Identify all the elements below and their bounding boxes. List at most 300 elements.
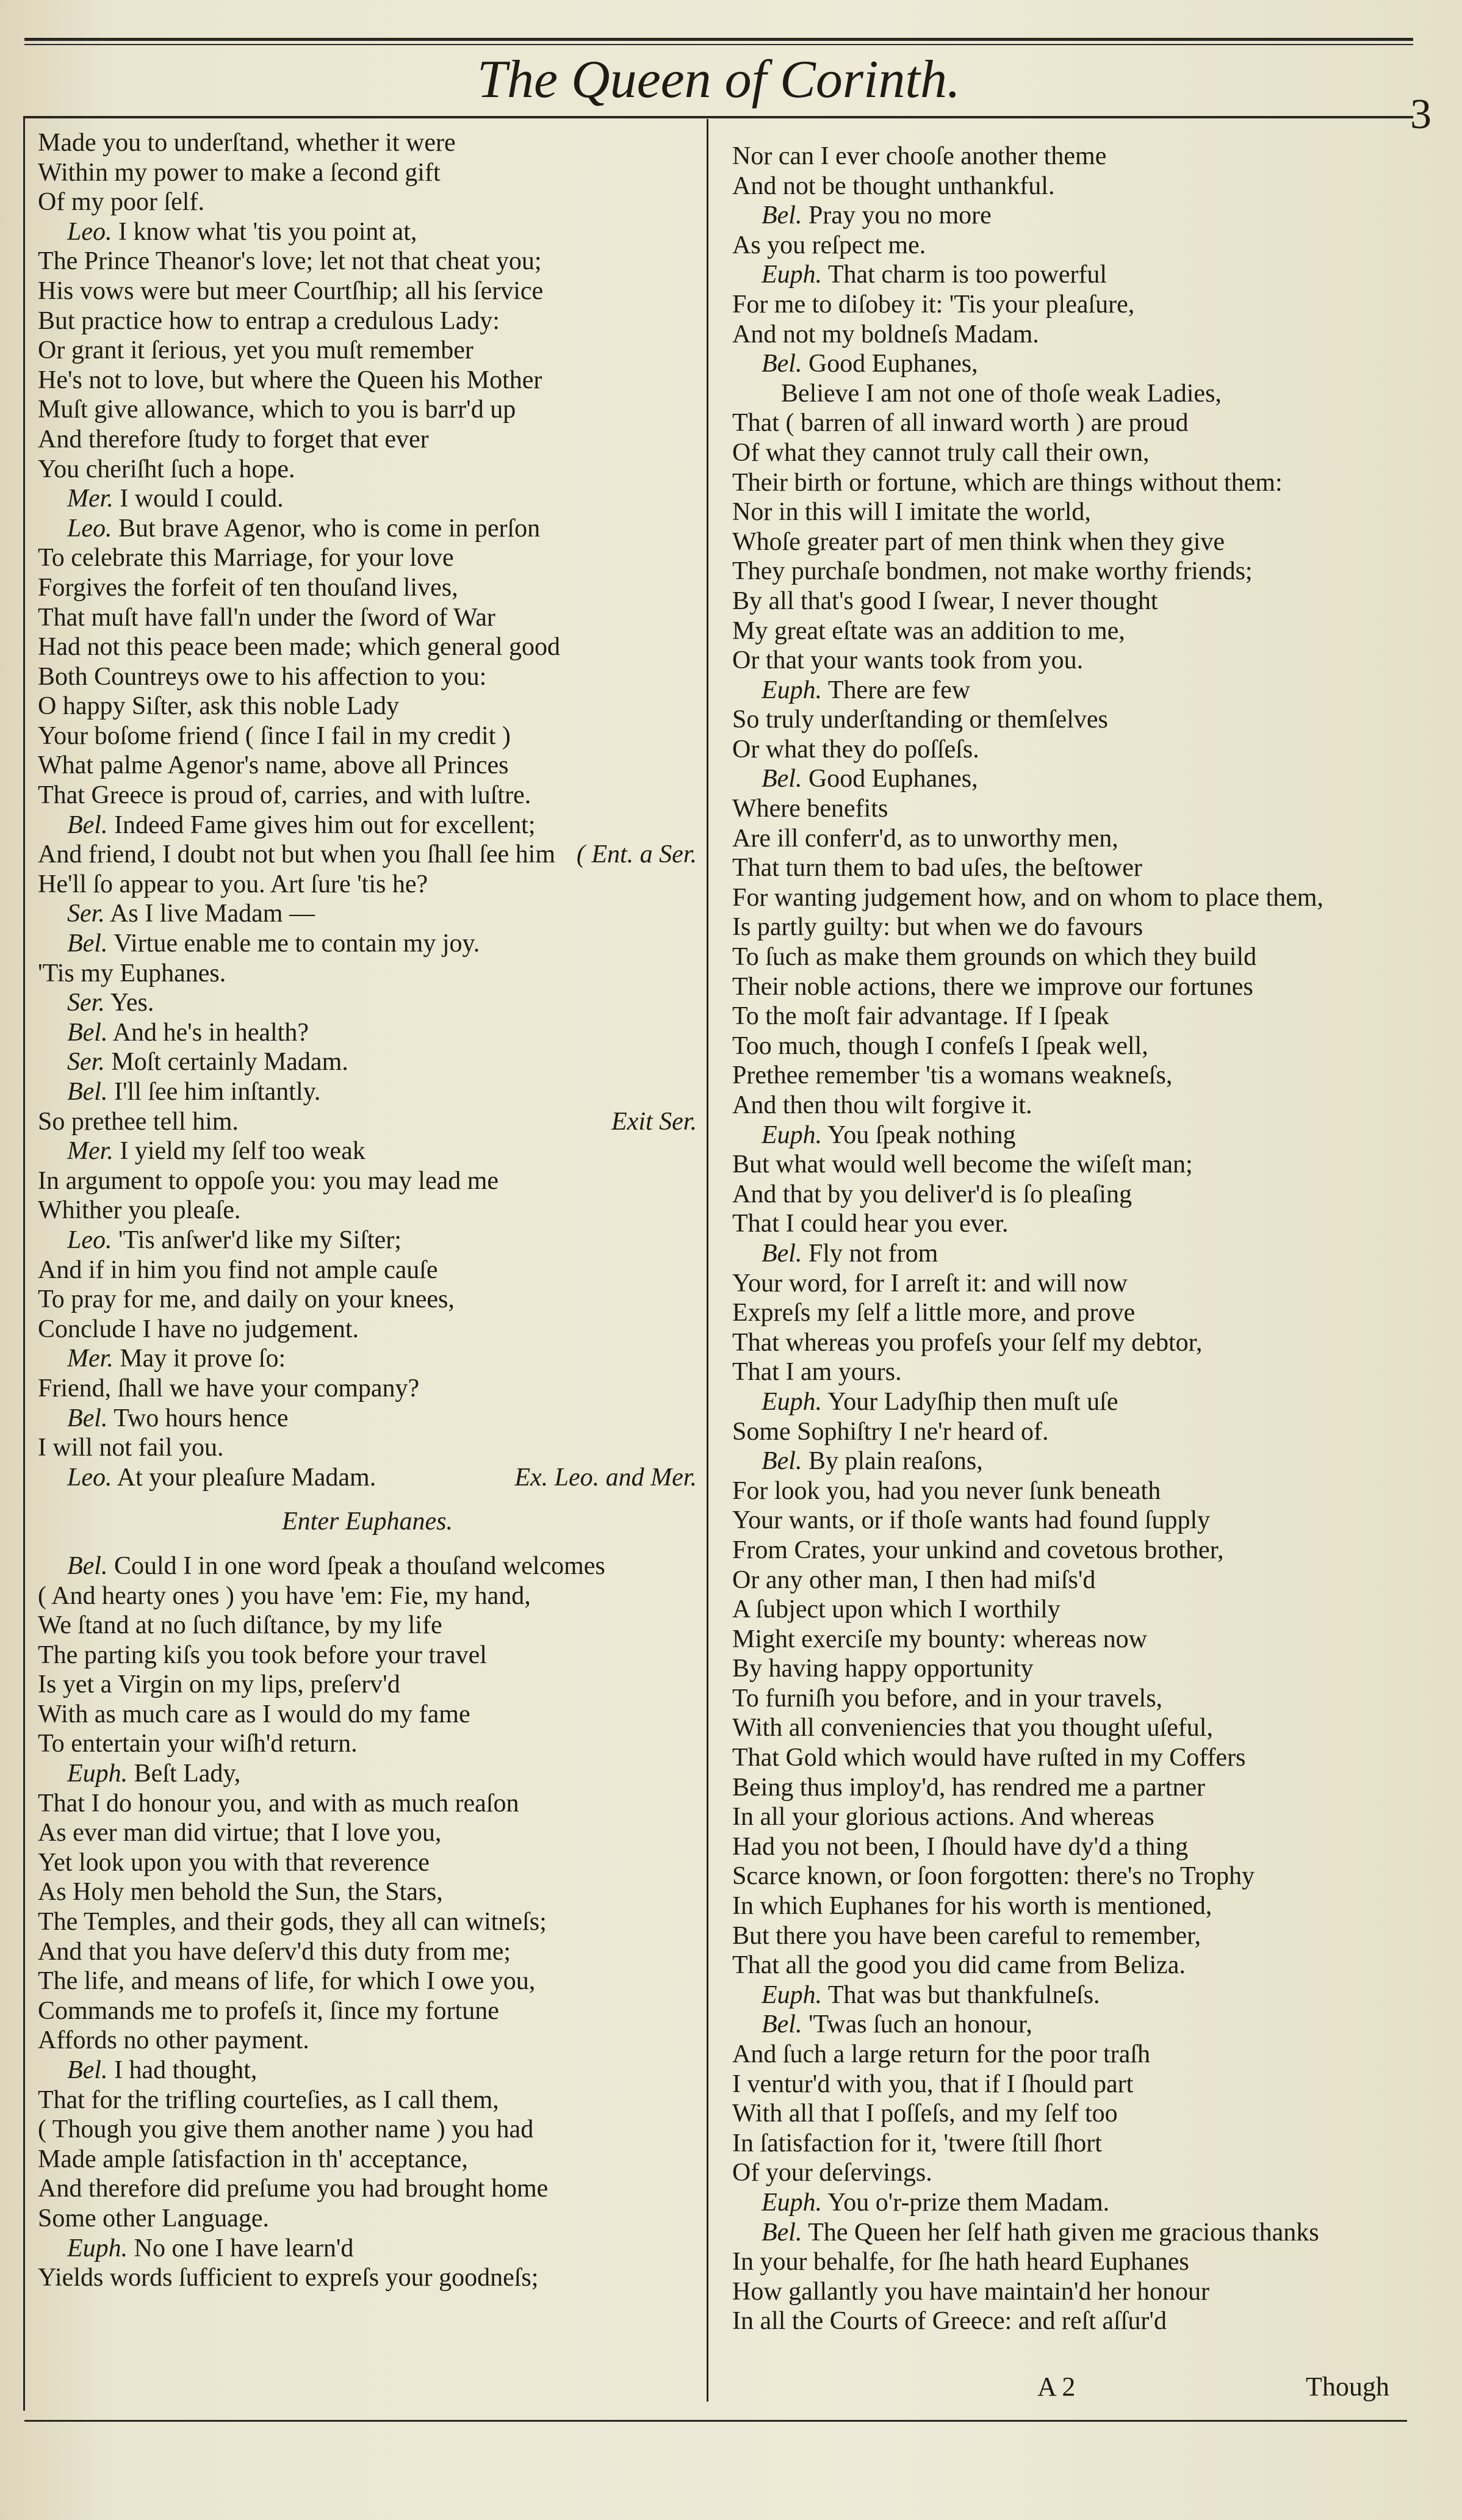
- verse-line: [38, 781, 697, 811]
- verse-line: [38, 187, 697, 217]
- speaker-name: Mer.: [67, 1137, 113, 1166]
- verse-line: [732, 1891, 1416, 1921]
- verse-line: [38, 1700, 697, 1730]
- verse-line: [38, 1433, 697, 1463]
- bottom-rule: [24, 2420, 1407, 2422]
- line-text: Your wants, or if thoſe wants had found ſupply: [732, 1506, 1211, 1535]
- line-text: And if in him you find not ample cauſe: [38, 1255, 438, 1284]
- column-divider: [707, 119, 708, 2402]
- line-text: Yet look upon you with that reverence: [38, 1848, 430, 1877]
- verse-line: [732, 142, 1416, 171]
- verse-line: [732, 972, 1416, 1002]
- line-text: That turn them to bad uſes, the beſtower: [732, 854, 1142, 883]
- line-text: By all that's good I ſwear, I never thought: [732, 587, 1158, 615]
- verse-line: [732, 379, 1416, 409]
- speaker-name: Mer.: [67, 485, 113, 513]
- verse-line: [38, 1937, 697, 1967]
- verse-line: [38, 1255, 697, 1285]
- speaker-name: Ser.: [67, 900, 105, 928]
- line-text: No one I have learn'd: [128, 2234, 354, 2262]
- verse-line: [732, 1595, 1416, 1625]
- left-text-column: [38, 128, 697, 2293]
- line-text: Yes.: [104, 989, 154, 1017]
- line-text: Nor in this will I imitate the world,: [732, 498, 1091, 527]
- line-text: There are few: [822, 676, 971, 704]
- line-text: Pray you no more: [802, 201, 992, 230]
- speaker-name: Bel.: [762, 201, 802, 230]
- line-text: What palme Agenor's name, above all Princes: [38, 751, 509, 780]
- line-text: With all conveniencies that you thought uſeful,: [732, 1714, 1213, 1742]
- line-text: That Greece is proud of, carries, and with luſtre.: [38, 781, 531, 810]
- line-text: Could I in one word ſpeak a thouſand welcomes: [107, 1551, 605, 1580]
- verse-line: [38, 2145, 697, 2175]
- verse-line: [38, 751, 697, 781]
- line-text: At your pleaſure Madam.: [112, 1463, 376, 1492]
- verse-line: [38, 1315, 697, 1345]
- verse-line: [38, 929, 697, 959]
- stage-direction: Exit Ser.: [611, 1107, 697, 1136]
- verse-line: [38, 217, 697, 247]
- speaker-name: Bel.: [67, 930, 108, 958]
- line-text: With all that I poſſeſs, and my ſelf too: [732, 2099, 1118, 2128]
- verse-line: [732, 1298, 1416, 1328]
- line-text: I know what 'tis you point at,: [112, 217, 417, 246]
- verse-line: [38, 1996, 697, 2026]
- verse-line: [732, 1446, 1416, 1476]
- verse-line: [732, 1031, 1416, 1061]
- verse-line: [732, 2040, 1416, 2070]
- stage-direction: Ex. Leo. and Mer.: [514, 1463, 697, 1492]
- speaker-name: Euph.: [67, 2234, 128, 2262]
- header-rule: [24, 116, 1413, 118]
- verse-line: [732, 1002, 1416, 1031]
- line-text: Is yet a Virgin on my lips, preſerv'd: [38, 1670, 400, 1699]
- verse-line: [732, 2099, 1416, 2129]
- line-text: Made you to underſtand, whether it were: [38, 129, 456, 157]
- verse-line: [732, 1802, 1416, 1832]
- verse-line: [732, 1654, 1416, 1684]
- verse-line: [38, 1641, 697, 1670]
- line-text: Good Euphanes,: [802, 350, 978, 378]
- verse-line: [732, 1951, 1416, 1980]
- verse-line: [38, 1818, 697, 1848]
- line-text: That Gold which would have ruſted in my Coffers: [732, 1744, 1246, 1772]
- line-text: His vows were but meer Courtſhip; all his ſervice: [38, 276, 544, 305]
- speaker-name: Bel.: [762, 765, 802, 793]
- verse-line: [38, 1581, 697, 1611]
- line-text: I had thought,: [107, 2056, 257, 2084]
- verse-line: [38, 1907, 697, 1937]
- verse-line: [38, 1047, 697, 1077]
- line-text: You cheriſht ſuch a hope.: [38, 455, 295, 483]
- verse-line: [38, 2234, 697, 2264]
- running-head: The Queen of Corinth.: [477, 50, 960, 109]
- speaker-name: Leo.: [67, 1226, 112, 1254]
- line-text: As you reſpect me.: [732, 231, 926, 259]
- line-text: That whereas you profeſs your ſelf my debtor,: [732, 1328, 1203, 1357]
- line-text: That muſt have fall'n under the ſword of War: [38, 603, 495, 632]
- verse-line: [38, 2174, 697, 2204]
- verse-line: [732, 1684, 1416, 1714]
- line-text: Their noble actions, there we improve our fortunes: [732, 972, 1253, 1001]
- verse-line: [38, 1077, 697, 1107]
- verse-line: [38, 840, 697, 870]
- line-text: I would I could.: [113, 485, 284, 513]
- verse-line: [732, 1150, 1416, 1180]
- line-text: In argument to oppoſe you: you may lead me: [38, 1166, 499, 1195]
- speaker-name: Leo.: [67, 1463, 112, 1492]
- verse-line: [732, 1861, 1416, 1891]
- line-text: Both Countreys owe to his affection to you:: [38, 662, 487, 691]
- line-text: And then thou wilt forgive it.: [732, 1091, 1032, 1119]
- verse-line: [732, 260, 1416, 290]
- verse-line: [732, 2218, 1416, 2248]
- verse-line: [732, 1357, 1416, 1387]
- verse-line: [38, 870, 697, 900]
- stage-direction: ( Ent. a Ser.: [576, 840, 697, 869]
- verse-line: [38, 1966, 697, 1996]
- speaker-name: Bel.: [67, 1018, 108, 1047]
- speaker-name: Euph.: [67, 1760, 128, 1788]
- line-text: Scarce known, or ſoon forgotten: there's no Trophy: [732, 1862, 1255, 1891]
- verse-line: [38, 691, 697, 721]
- line-text: The life, and means of life, for which I owe you,: [38, 1967, 536, 1996]
- line-text: But practice how to entrap a credulous Lady:: [38, 306, 500, 335]
- verse-line: [38, 1018, 697, 1048]
- line-text: They purchaſe bondmen, not make worthy friends;: [732, 557, 1253, 586]
- verse-line: [732, 1061, 1416, 1091]
- verse-line: [732, 2247, 1416, 2277]
- line-text: Affords no other payment.: [38, 2026, 309, 2055]
- verse-line: [38, 1374, 697, 1404]
- line-text: Conclude I have no judgement.: [38, 1315, 359, 1343]
- verse-line: [732, 912, 1416, 942]
- verse-line: [38, 1759, 697, 1789]
- line-text: Whoſe greater part of men think when they give: [732, 527, 1225, 556]
- blank-line: [38, 1492, 697, 1507]
- verse-line: [732, 1239, 1416, 1269]
- line-text: Nor can I ever chooſe another theme: [732, 142, 1107, 170]
- line-text: Where benefits: [732, 795, 888, 823]
- line-text: Believe I am not one of thoſe weak Ladies,: [781, 379, 1222, 408]
- line-text: Your Ladyſhip then muſt uſe: [822, 1387, 1118, 1416]
- line-text: To pray for me, and daily on your knees,: [38, 1285, 455, 1314]
- line-text: To the moſt fair advantage. If I ſpeak: [732, 1002, 1109, 1031]
- verse-line: [732, 1713, 1416, 1743]
- line-text: Indeed Fame gives him out for excellent;: [107, 811, 536, 839]
- top-rule: [24, 38, 1413, 41]
- line-text: Commands me to profeſs it, ſince my fortune: [38, 1996, 499, 2025]
- line-text: With as much care as I would do my fame: [38, 1700, 470, 1728]
- line-text: Might exerciſe my bounty: whereas now: [732, 1625, 1147, 1653]
- verse-line: [38, 959, 697, 989]
- line-text: 'Twas ſuch an honour,: [802, 2010, 1032, 2039]
- verse-line: [732, 290, 1416, 320]
- page-header: [24, 44, 1431, 138]
- line-text: That I could hear you ever.: [732, 1210, 1009, 1238]
- line-text: But what would well become the wiſeſt man;: [732, 1150, 1193, 1179]
- verse-line: [38, 395, 697, 425]
- verse-line: [38, 573, 697, 603]
- line-text: Their birth or fortune, which are things without them:: [732, 468, 1283, 497]
- verse-line: [732, 646, 1416, 676]
- verse-line: [732, 1536, 1416, 1565]
- line-text: Muſt give allowance, which to you is barr'd up: [38, 395, 516, 424]
- verse-line: [732, 853, 1416, 883]
- line-text: As Holy men behold the Sun, the Stars,: [38, 1878, 443, 1907]
- page-number: 3: [1410, 91, 1431, 138]
- verse-line: [38, 811, 697, 840]
- line-text: You ſpeak nothing: [822, 1121, 1016, 1149]
- speaker-name: Euph.: [762, 261, 823, 289]
- verse-line: [732, 1180, 1416, 1210]
- verse-line: [732, 942, 1416, 972]
- verse-line: [732, 527, 1416, 557]
- line-text: Or any other man, I then had miſs'd: [732, 1565, 1096, 1594]
- line-text: We ſtand at no ſuch diſtance, by my life: [38, 1611, 442, 1640]
- verse-line: [732, 1980, 1416, 2010]
- line-text: Prethee remember 'tis a womans weakneſs,: [732, 1061, 1173, 1090]
- line-text: Good Euphanes,: [802, 765, 978, 793]
- line-text: The parting kiſs you took before your travel: [38, 1641, 487, 1669]
- line-text: May it prove ſo:: [113, 1345, 286, 1373]
- line-text: In all your glorious actions. And whereas: [732, 1803, 1154, 1832]
- line-text: By plain reaſons,: [802, 1447, 983, 1476]
- line-text: That all the good you did came from Beliza.: [732, 1951, 1186, 1980]
- line-text: From Crates, your unkind and covetous brother,: [732, 1536, 1224, 1564]
- verse-line: [732, 587, 1416, 616]
- verse-line: [38, 366, 697, 395]
- line-text: Or grant it ſerious, yet you muſt remember: [38, 336, 474, 365]
- line-text: And ſuch a large return for the poor traſh: [732, 2040, 1150, 2068]
- verse-line: [732, 2306, 1416, 2336]
- verse-line: [732, 2188, 1416, 2218]
- verse-line: [732, 2129, 1416, 2159]
- line-text: In which Euphanes for his worth is mentioned,: [732, 1892, 1212, 1921]
- verse-line: [38, 247, 697, 276]
- line-text: Some Sophiſtry I ne'r heard of.: [732, 1417, 1049, 1446]
- verse-line: [38, 2263, 697, 2293]
- verse-line: [38, 721, 697, 751]
- speaker-name: Ser.: [67, 1048, 105, 1077]
- verse-line: [732, 1328, 1416, 1358]
- line-text: I'll ſee him inſtantly.: [107, 1078, 321, 1106]
- verse-line: [38, 1789, 697, 1819]
- speaker-name: Bel.: [762, 2010, 802, 2039]
- line-text: By having happy opportunity: [732, 1655, 1034, 1683]
- verse-line: [732, 2158, 1416, 2188]
- verse-line: [732, 1565, 1416, 1595]
- verse-line: [38, 1877, 697, 1907]
- line-text: That charm is too powerful: [822, 261, 1107, 289]
- line-text: For wanting judgement how, and on whom to place them,: [732, 883, 1323, 912]
- verse-line: [732, 408, 1416, 438]
- line-text: My great eſtate was an addition to me,: [732, 616, 1125, 645]
- line-text: I will not fail you.: [38, 1434, 224, 1462]
- verse-line: [38, 1196, 697, 1226]
- line-text: And he's in health?: [107, 1018, 309, 1047]
- verse-line: [732, 320, 1416, 350]
- line-text: Of your deſervings.: [732, 2159, 932, 2187]
- line-text: Whither you pleaſe.: [38, 1196, 241, 1225]
- catchword: Though: [1306, 2372, 1389, 2402]
- line-text: In all the Courts of Greece: and reſt aſſur'd: [732, 2307, 1167, 2336]
- speaker-name: Euph.: [762, 1121, 823, 1149]
- verse-line: [38, 1463, 697, 1493]
- verse-line: [38, 1848, 697, 1878]
- verse-line: [732, 794, 1416, 824]
- line-text: In your behalfe, for ſhe hath heard Euphanes: [732, 2248, 1189, 2276]
- verse-line: [38, 514, 697, 544]
- verse-line: [732, 1832, 1416, 1862]
- line-text: Within my power to make a ſecond gift: [38, 158, 441, 187]
- verse-line: [732, 883, 1416, 913]
- verse-line: [732, 171, 1416, 201]
- verse-line: [732, 231, 1416, 261]
- line-text: A ſubject upon which I worthily: [732, 1595, 1060, 1624]
- line-text: 'Tis anſwer'd like my Siſter;: [112, 1226, 402, 1254]
- verse-line: [732, 1476, 1416, 1506]
- verse-line: [38, 128, 697, 158]
- verse-line: [732, 497, 1416, 527]
- line-text: To ſuch as make them grounds on which they build: [732, 943, 1257, 972]
- verse-line: [732, 1506, 1416, 1536]
- line-text: Too much, though I confeſs I ſpeak well,: [732, 1031, 1148, 1060]
- line-text: Moſt certainly Madam.: [104, 1048, 348, 1077]
- line-text: But brave Agenor, who is come in perſon: [112, 514, 541, 543]
- line-text: Two hours hence: [107, 1404, 289, 1432]
- line-text: Forgives the forfeit of ten thouſand lives,: [38, 573, 458, 602]
- verse-line: [732, 1209, 1416, 1239]
- verse-line: [732, 1091, 1416, 1121]
- line-text: Or what they do poſſeſs.: [732, 735, 979, 764]
- speaker-name: Leo.: [67, 217, 112, 246]
- line-text: How gallantly you have maintain'd her honour: [732, 2277, 1210, 2306]
- verse-line: [38, 336, 697, 366]
- line-text: And therefore did preſume you had brought home: [38, 2175, 549, 2203]
- line-text: For me to diſobey it: 'Tis your pleaſure,: [732, 290, 1135, 319]
- speaker-name: Euph.: [762, 2188, 823, 2217]
- verse-line: [38, 425, 697, 455]
- line-text: Yields words ſufficient to expreſs your goodneſs;: [38, 2264, 539, 2292]
- verse-line: [38, 1404, 697, 1434]
- speaker-name: Bel.: [67, 2056, 108, 2084]
- line-text: Made ample ſatisfaction in th' acceptance,: [38, 2145, 468, 2173]
- verse-line: [732, 201, 1416, 231]
- line-text: I ventur'd with you, that if I ſhould part: [732, 2070, 1134, 2098]
- speaker-name: Euph.: [762, 1387, 823, 1416]
- verse-line: [732, 557, 1416, 587]
- verse-line: [38, 1551, 697, 1581]
- line-text: ( Though you give them another name ) you had: [38, 2115, 534, 2144]
- verse-line: [38, 2204, 697, 2234]
- stage-direction: [38, 1507, 697, 1537]
- line-text: And friend, I doubt not but when you ſhall ſee him: [38, 840, 556, 869]
- line-text: And not my boldneſs Madam.: [732, 320, 1039, 348]
- speaker-name: Leo.: [67, 514, 112, 543]
- verse-line: [38, 1344, 697, 1374]
- verse-line: [732, 468, 1416, 498]
- line-text: Fly not from: [802, 1239, 938, 1268]
- speaker-name: Bel.: [762, 2218, 802, 2247]
- verse-line: [732, 1625, 1416, 1655]
- blank-line: [38, 1537, 697, 1551]
- speaker-name: Bel.: [67, 1078, 108, 1106]
- line-text: The Temples, and their gods, they all can witneſs;: [38, 1908, 547, 1937]
- verse-line: [38, 306, 697, 336]
- line-text: Of what they cannot truly call their own,: [732, 438, 1150, 467]
- verse-line: [38, 455, 697, 485]
- verse-line: [38, 2056, 697, 2085]
- line-text: That for the trifling courteſies, as I call them,: [38, 2085, 499, 2114]
- speaker-name: Bel.: [67, 1551, 108, 1580]
- line-text: In ſatisfaction for it, 'twere ſtill ſhort: [732, 2129, 1102, 2157]
- verse-line: [732, 1921, 1416, 1951]
- line-text: He'll ſo appear to you. Art ſure 'tis he?: [38, 870, 428, 898]
- line-text: Had you not been, I ſhould have dy'd a thing: [732, 1832, 1189, 1861]
- line-text: That I am yours.: [732, 1358, 902, 1387]
- line-text: The Queen her ſelf hath given me gracious thanks: [802, 2218, 1319, 2247]
- line-text: 'Tis my Euphanes.: [38, 959, 226, 987]
- speaker-name: Bel.: [67, 1404, 108, 1432]
- verse-line: [38, 1226, 697, 1255]
- line-text: Is partly guilty: but when we do favours: [732, 913, 1143, 942]
- verse-line: [38, 2026, 697, 2056]
- line-text: To furniſh you before, and in your travels,: [732, 1684, 1163, 1713]
- line-text: Enter Euphanes.: [282, 1507, 453, 1536]
- right-text-column: [732, 142, 1416, 2336]
- line-text: Are ill conferr'd, as to unworthy men,: [732, 824, 1118, 853]
- verse-line: [732, 1121, 1416, 1150]
- left-border-rule: [23, 116, 25, 2411]
- verse-line: [732, 824, 1416, 854]
- line-text: O happy Siſter, ask this noble Lady: [38, 692, 400, 721]
- verse-line: [38, 603, 697, 633]
- verse-line: [38, 1729, 697, 1759]
- verse-line: [732, 616, 1416, 646]
- line-text: He's not to love, but where the Queen his Mother: [38, 366, 542, 394]
- verse-line: [38, 1136, 697, 1166]
- verse-line: [732, 764, 1416, 794]
- verse-line: [38, 2115, 697, 2145]
- verse-line: [732, 2070, 1416, 2099]
- line-text: And that by you deliver'd is ſo pleaſing: [732, 1180, 1132, 1208]
- verse-line: [732, 349, 1416, 379]
- line-text: Being thus imploy'd, has rendred me a partner: [732, 1773, 1206, 1802]
- verse-line: [38, 1611, 697, 1641]
- line-text: The Prince Theanor's love; let not that cheat you;: [38, 247, 542, 276]
- verse-line: [732, 2010, 1416, 2040]
- line-text: That I do honour you, and with as much reaſon: [38, 1789, 519, 1818]
- verse-line: [38, 543, 697, 573]
- line-text: For look you, had you never ſunk beneath: [732, 1476, 1161, 1505]
- line-text: Or that your wants took from you.: [732, 646, 1084, 675]
- line-text: So prethee tell him.: [38, 1107, 239, 1136]
- line-text: Expreſs my ſelf a little more, and prove: [732, 1299, 1136, 1327]
- speaker-name: Ser.: [67, 989, 105, 1017]
- verse-line: [732, 2277, 1416, 2307]
- line-text: Virtue enable me to contain my joy.: [107, 930, 480, 958]
- verse-line: [38, 988, 697, 1018]
- line-text: That ( barren of all inward worth ) are proud: [732, 409, 1189, 438]
- speaker-name: Euph.: [762, 676, 823, 704]
- verse-line: [732, 438, 1416, 468]
- line-text: And not be thought unthankful.: [732, 171, 1055, 200]
- verse-line: [38, 276, 697, 306]
- verse-line: [732, 1387, 1416, 1417]
- line-text: So truly underſtanding or themſelves: [732, 706, 1108, 734]
- line-text: Had not this peace been made; which general good: [38, 633, 561, 662]
